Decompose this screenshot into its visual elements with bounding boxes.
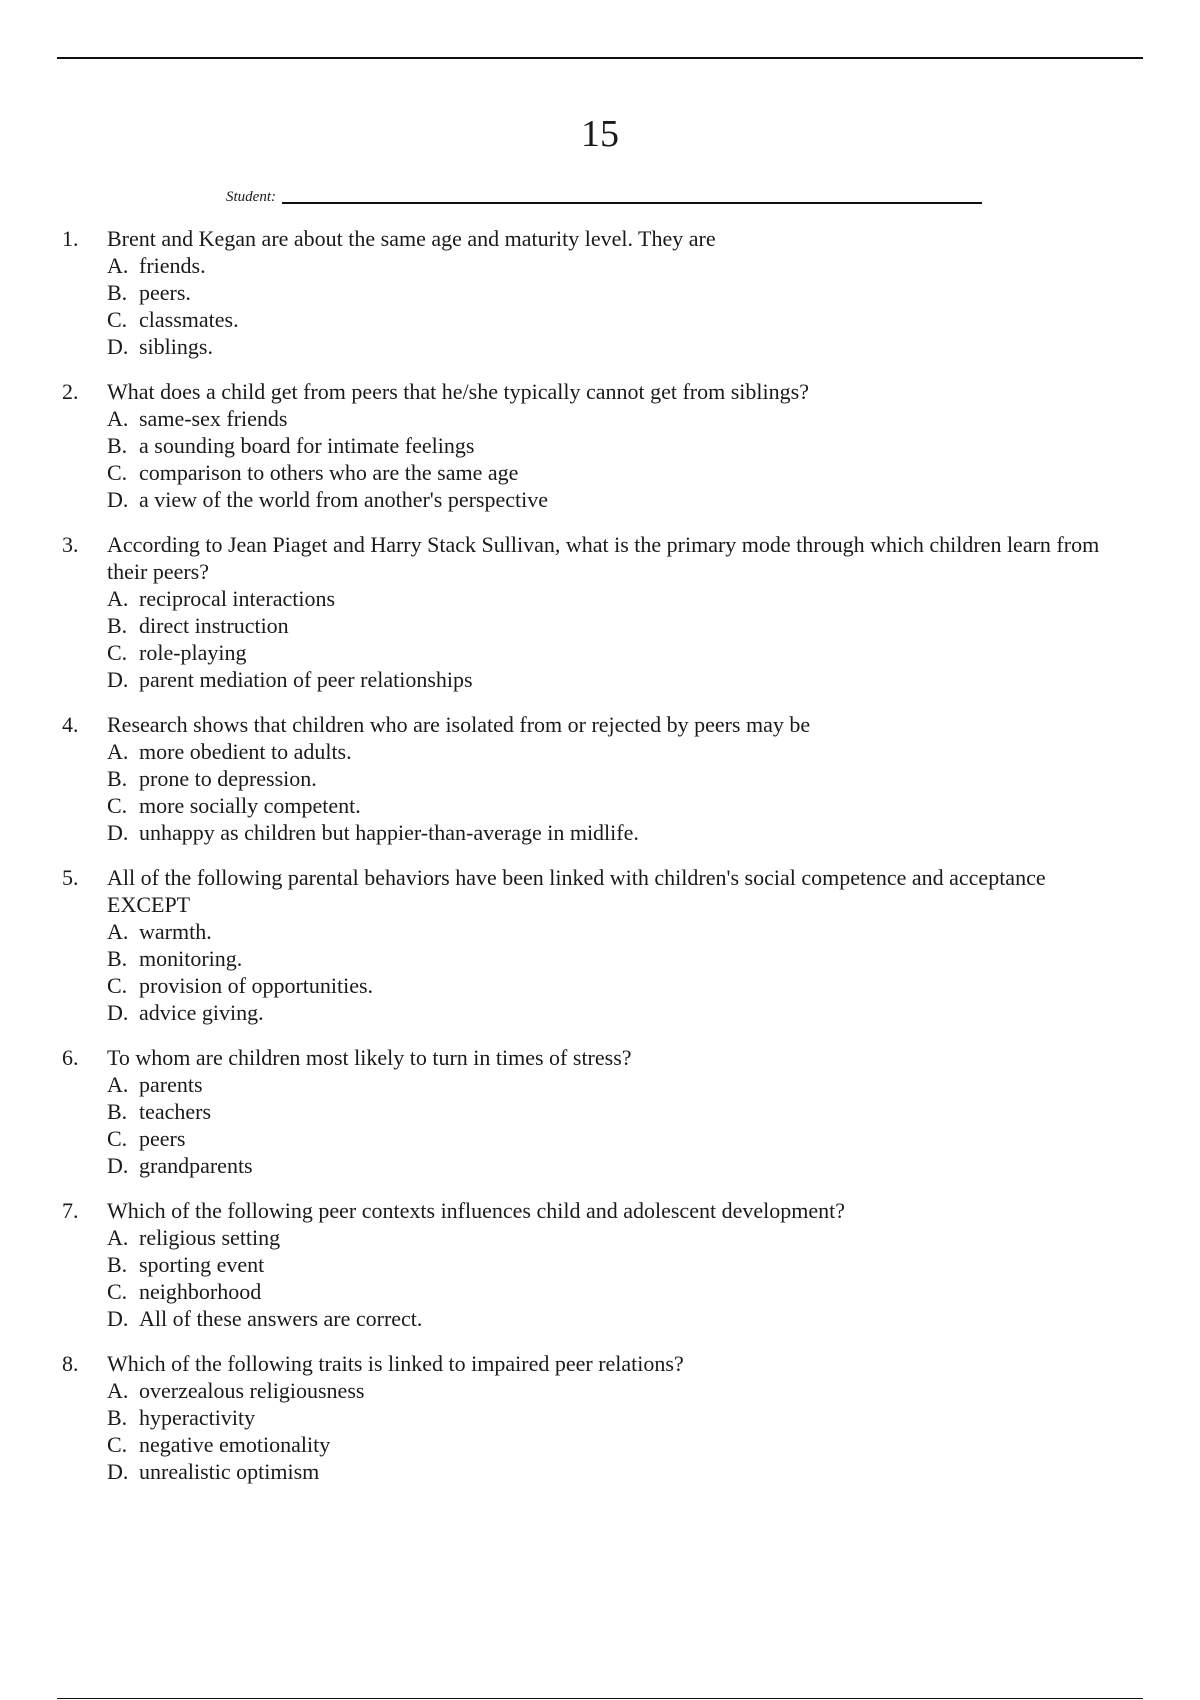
question-number: 4.: [62, 712, 79, 737]
option-text: overzealous religiousness: [139, 1378, 365, 1403]
answer-options: [107, 585, 1122, 693]
option-text: classmates.: [139, 307, 239, 332]
question-4: [62, 711, 1122, 846]
answer-option: [107, 1098, 1122, 1125]
option-text: siblings.: [139, 334, 213, 359]
student-label: Student:: [226, 189, 276, 205]
chapter-number: 15: [581, 113, 619, 155]
question-number: 6.: [62, 1045, 79, 1070]
answer-option: [107, 639, 1122, 666]
answer-option: [107, 792, 1122, 819]
answer-options: [107, 738, 1122, 846]
option-letter: A.: [107, 1072, 129, 1097]
option-letter: C.: [107, 1432, 128, 1457]
option-letter: D.: [107, 1306, 129, 1331]
option-letter: B.: [107, 433, 128, 458]
option-letter: B.: [107, 946, 128, 971]
option-text: monitoring.: [139, 946, 243, 971]
option-text: unhappy as children but happier-than-average in midlife.: [139, 820, 639, 845]
option-text: advice giving.: [139, 1000, 264, 1025]
option-text: friends.: [139, 253, 206, 278]
question-1: [62, 225, 1122, 360]
option-letter: C.: [107, 973, 128, 998]
option-text: role-playing: [139, 640, 247, 665]
option-letter: B.: [107, 280, 128, 305]
answer-option: [107, 1224, 1122, 1251]
option-text: warmth.: [139, 919, 212, 944]
answer-option: [107, 279, 1122, 306]
option-letter: A.: [107, 253, 129, 278]
option-letter: C.: [107, 307, 128, 332]
option-text: hyperactivity: [139, 1405, 256, 1430]
question-2: [62, 378, 1122, 513]
student-name-line[interactable]: [282, 202, 982, 204]
question-number: 2.: [62, 379, 79, 404]
option-text: more obedient to adults.: [139, 739, 352, 764]
option-letter: B.: [107, 766, 128, 791]
answer-option: [107, 1278, 1122, 1305]
option-text: prone to depression.: [139, 766, 317, 791]
option-text: All of these answers are correct.: [139, 1306, 423, 1331]
question-list: [62, 225, 1122, 1503]
answer-option: [107, 459, 1122, 486]
answer-option: [107, 405, 1122, 432]
option-text: religious setting: [139, 1225, 281, 1250]
answer-option: [107, 738, 1122, 765]
answer-option: [107, 666, 1122, 693]
question-text: To whom are children most likely to turn in times of stress?: [107, 1045, 632, 1070]
answer-option: [107, 1404, 1122, 1431]
question-6: [62, 1044, 1122, 1179]
answer-option: [107, 1152, 1122, 1179]
answer-option: [107, 918, 1122, 945]
option-letter: C.: [107, 793, 128, 818]
top-rule: [57, 57, 1143, 59]
option-letter: B.: [107, 1405, 128, 1430]
option-text: direct instruction: [139, 613, 289, 638]
option-letter: B.: [107, 1099, 128, 1124]
option-letter: D.: [107, 1153, 129, 1178]
option-text: neighborhood: [139, 1279, 262, 1304]
answer-options: [107, 1377, 1122, 1485]
option-letter: A.: [107, 586, 129, 611]
option-text: grandparents: [139, 1153, 253, 1178]
answer-option: [107, 1125, 1122, 1152]
question-text: According to Jean Piaget and Harry Stack Sullivan, what is the primary mode through which children learn from their peers?: [107, 532, 1100, 584]
answer-option: [107, 999, 1122, 1026]
option-letter: B.: [107, 1252, 128, 1277]
option-letter: C.: [107, 1126, 128, 1151]
option-text: teachers: [139, 1099, 212, 1124]
question-number: 3.: [62, 532, 79, 557]
question-text: All of the following parental behaviors have been linked with children's social competence and acceptance EXCEPT: [107, 865, 1046, 917]
option-text: unrealistic optimism: [139, 1459, 320, 1484]
question-text: Which of the following traits is linked to impaired peer relations?: [107, 1351, 684, 1376]
option-text: provision of opportunities.: [139, 973, 374, 998]
answer-option: [107, 252, 1122, 279]
answer-options: [107, 1224, 1122, 1332]
answer-option: [107, 333, 1122, 360]
option-letter: D.: [107, 1459, 129, 1484]
question-text: Research shows that children who are isolated from or rejected by peers may be: [107, 712, 811, 737]
question-3: [62, 531, 1122, 693]
bottom-rule: [57, 1698, 1143, 1699]
option-text: comparison to others who are the same age: [139, 460, 519, 485]
option-letter: C.: [107, 460, 128, 485]
answer-option: [107, 1305, 1122, 1332]
question-number: 5.: [62, 865, 79, 890]
question-text: What does a child get from peers that he/she typically cannot get from siblings?: [107, 379, 809, 404]
answer-options: [107, 405, 1122, 513]
answer-options: [107, 918, 1122, 1026]
option-letter: D.: [107, 667, 129, 692]
answer-option: [107, 945, 1122, 972]
option-letter: A.: [107, 739, 129, 764]
option-text: parent mediation of peer relationships: [139, 667, 473, 692]
option-text: sporting event: [139, 1252, 265, 1277]
option-letter: C.: [107, 640, 128, 665]
option-letter: D.: [107, 820, 129, 845]
question-number: 7.: [62, 1198, 79, 1223]
answer-option: [107, 1458, 1122, 1485]
option-text: negative emotionality: [139, 1432, 331, 1457]
question-number: 8.: [62, 1351, 79, 1376]
question-text: Brent and Kegan are about the same age and maturity level. They are: [107, 226, 716, 251]
option-text: a view of the world from another's perspective: [139, 487, 548, 512]
answer-option: [107, 1251, 1122, 1278]
answer-option: [107, 972, 1122, 999]
answer-option: [107, 1071, 1122, 1098]
answer-option: [107, 585, 1122, 612]
question-7: [62, 1197, 1122, 1332]
answer-option: [107, 432, 1122, 459]
option-letter: B.: [107, 613, 128, 638]
option-letter: A.: [107, 406, 129, 431]
option-text: more socially competent.: [139, 793, 361, 818]
answer-option: [107, 819, 1122, 846]
answer-option: [107, 306, 1122, 333]
answer-option: [107, 765, 1122, 792]
option-letter: A.: [107, 1378, 129, 1403]
answer-options: [107, 1071, 1122, 1179]
option-text: peers.: [139, 280, 191, 305]
option-text: peers: [139, 1126, 186, 1151]
answer-option: [107, 1431, 1122, 1458]
option-letter: C.: [107, 1279, 128, 1304]
student-name-row: [226, 184, 982, 206]
question-number: 1.: [62, 226, 79, 251]
question-8: [62, 1350, 1122, 1485]
answer-option: [107, 486, 1122, 513]
option-text: same-sex friends: [139, 406, 288, 431]
option-text: parents: [139, 1072, 203, 1097]
option-letter: D.: [107, 1000, 129, 1025]
answer-option: [107, 1377, 1122, 1404]
answer-options: [107, 252, 1122, 360]
answer-option: [107, 612, 1122, 639]
question-text: Which of the following peer contexts influences child and adolescent development?: [107, 1198, 845, 1223]
option-text: a sounding board for intimate feelings: [139, 433, 475, 458]
option-letter: D.: [107, 334, 129, 359]
option-letter: A.: [107, 919, 129, 944]
option-text: reciprocal interactions: [139, 586, 336, 611]
question-5: [62, 864, 1122, 1026]
option-letter: D.: [107, 487, 129, 512]
option-letter: A.: [107, 1225, 129, 1250]
